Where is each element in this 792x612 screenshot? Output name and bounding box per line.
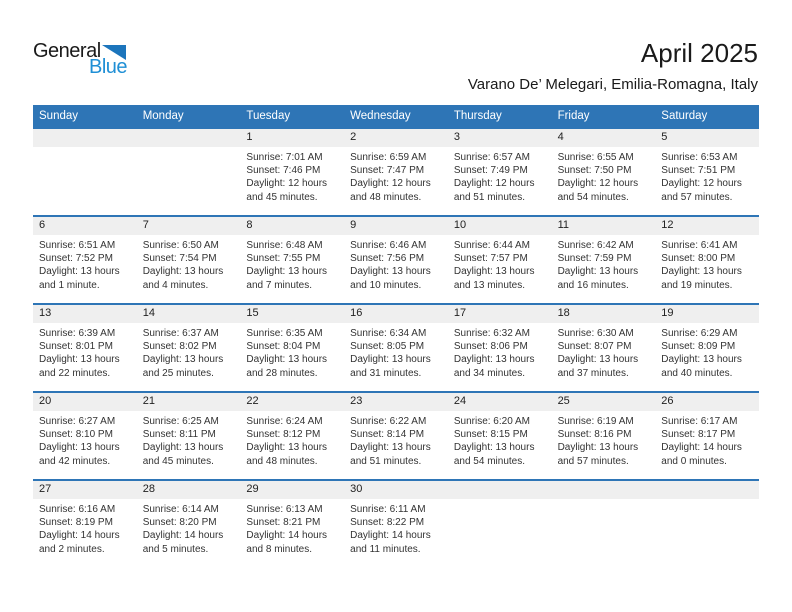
sunset-text: Sunset: 7:59 PM [557,253,632,265]
sunrise-text: Sunrise: 6:16 AM [39,504,116,515]
sunrise-text: Sunrise: 6:25 AM [142,416,219,427]
title-block [468,38,758,93]
sunset-text: Sunset: 7:49 PM [453,165,528,177]
day-details [137,411,241,468]
daylight-text: Daylight: 13 hours and 19 minutes. [661,266,742,291]
day-details [33,323,137,380]
sunset-text: Sunset: 7:50 PM [557,165,632,177]
sunrise-text: Sunrise: 6:41 AM [661,240,738,251]
sunrise-text: Sunrise: 6:11 AM [350,504,426,515]
daylight-text: Daylight: 13 hours and 1 minute. [39,266,120,291]
daylight-text: Daylight: 14 hours and 2 minutes. [39,530,120,555]
calendar-cell-day-24 [448,393,552,479]
day-number: 25 [552,393,656,411]
week-row [33,127,759,215]
day-details [344,323,448,380]
calendar-cell-day-26 [655,393,759,479]
sunrise-text: Sunrise: 6:42 AM [557,240,634,251]
sunset-text: Sunset: 8:01 PM [39,341,113,353]
day-details [33,411,137,468]
daylight-text: Daylight: 13 hours and 42 minutes. [39,442,120,467]
day-number: 27 [33,481,137,499]
day-header-monday: Monday [142,110,184,122]
calendar-cell-day-25 [552,393,656,479]
day-number: 16 [344,305,448,323]
daylight-text: Daylight: 14 hours and 5 minutes. [142,530,224,555]
sunrise-text: Sunrise: 6:20 AM [453,416,530,427]
day-number: 17 [448,305,552,323]
day-details [240,323,344,380]
sunset-text: Sunset: 7:51 PM [661,165,736,177]
daylight-text: Daylight: 13 hours and 57 minutes. [557,442,639,467]
day-number [448,481,552,499]
calendar-cell-day-19 [655,305,759,391]
sunrise-text: Sunrise: 6:44 AM [453,240,530,251]
calendar-cell-day-3 [448,129,552,215]
sunrise-text: Sunrise: 6:29 AM [661,328,738,339]
calendar-cell-day-13 [33,305,137,391]
daylight-text: Daylight: 13 hours and 37 minutes. [557,354,639,379]
daylight-text: Daylight: 13 hours and 51 minutes. [350,442,431,467]
daylight-text: Daylight: 13 hours and 48 minutes. [246,442,328,467]
sunrise-text: Sunrise: 6:24 AM [246,416,323,427]
day-number: 10 [448,217,552,235]
general-blue-logo [33,40,127,79]
daylight-text: Daylight: 13 hours and 54 minutes. [453,442,535,467]
sunrise-text: Sunrise: 6:46 AM [350,240,427,251]
day-header-row [33,105,759,127]
sunrise-text: Sunrise: 6:59 AM [350,152,427,163]
daylight-text: Daylight: 14 hours and 8 minutes. [246,530,328,555]
calendar-cell-day-17 [448,305,552,391]
day-details [137,323,241,380]
page-subtitle-location: Varano De’ Melegari, Emilia-Romagna, Italy [467,76,758,93]
day-details [240,235,344,292]
day-number [655,481,759,499]
sunrise-text: Sunrise: 6:35 AM [246,328,323,339]
sunset-text: Sunset: 8:22 PM [350,517,425,529]
logo-text-blue: Blue [89,56,128,78]
day-details [552,235,656,292]
calendar-cell-day-1 [240,129,344,215]
day-number: 28 [137,481,241,499]
day-details [240,147,344,204]
daylight-text: Daylight: 13 hours and 25 minutes. [142,354,224,379]
sunset-text: Sunset: 8:06 PM [453,341,528,353]
page-title: April 2025 [640,38,758,68]
sunrise-text: Sunrise: 6:27 AM [39,416,116,427]
daylight-text: Daylight: 13 hours and 16 minutes. [557,266,639,291]
day-details [655,235,759,292]
calendar-cell-day-28 [137,481,241,567]
sunrise-text: Sunrise: 6:57 AM [453,152,530,163]
week-row [33,303,759,391]
calendar-cell-day-10 [448,217,552,303]
day-details [655,323,759,380]
sunset-text: Sunset: 8:05 PM [350,341,425,353]
sunrise-text: Sunrise: 6:48 AM [246,240,323,251]
day-number: 3 [448,129,552,147]
calendar-cell-day-18 [552,305,656,391]
day-number: 15 [240,305,344,323]
calendar-cell-day-5 [655,129,759,215]
daylight-text: Daylight: 13 hours and 4 minutes. [142,266,224,291]
day-number: 2 [344,129,448,147]
day-details [448,323,552,380]
calendar-cell-day-30 [344,481,448,567]
calendar-cell-empty [137,129,241,215]
sunset-text: Sunset: 8:17 PM [661,429,736,441]
day-details [33,499,137,556]
day-number: 14 [137,305,241,323]
day-number: 13 [33,305,137,323]
calendar-cell-day-27 [33,481,137,567]
daylight-text: Daylight: 13 hours and 34 minutes. [453,354,535,379]
day-header-friday: Friday [557,110,590,122]
day-header-saturday: Saturday [661,110,708,122]
daylight-text: Daylight: 12 hours and 45 minutes. [246,178,328,203]
calendar-cell-day-29 [240,481,344,567]
daylight-text: Daylight: 13 hours and 22 minutes. [39,354,120,379]
day-number: 5 [655,129,759,147]
sunset-text: Sunset: 8:02 PM [142,341,217,353]
day-number: 23 [344,393,448,411]
day-number: 30 [344,481,448,499]
day-number: 21 [137,393,241,411]
day-details [655,411,759,468]
sunrise-text: Sunrise: 6:53 AM [661,152,738,163]
day-details [137,235,241,292]
day-number: 8 [240,217,344,235]
daylight-text: Daylight: 14 hours and 0 minutes. [661,442,742,467]
daylight-text: Daylight: 13 hours and 10 minutes. [350,266,431,291]
day-details [240,499,344,556]
daylight-text: Daylight: 14 hours and 11 minutes. [350,530,431,555]
day-details [344,147,448,204]
day-details [552,323,656,380]
calendar-weeks [33,127,759,567]
sunrise-text: Sunrise: 6:17 AM [661,416,738,427]
day-number: 1 [240,129,344,147]
daylight-text: Daylight: 13 hours and 13 minutes. [453,266,535,291]
day-number [137,129,241,147]
day-details [552,147,656,204]
sunset-text: Sunset: 7:52 PM [39,253,113,265]
daylight-text: Daylight: 12 hours and 57 minutes. [661,178,742,203]
sunrise-text: Sunrise: 6:30 AM [557,328,634,339]
sunset-text: Sunset: 8:07 PM [557,341,632,353]
calendar-cell-day-22 [240,393,344,479]
sunrise-text: Sunrise: 6:55 AM [557,152,634,163]
day-details [552,411,656,468]
day-number: 24 [448,393,552,411]
daylight-text: Daylight: 13 hours and 31 minutes. [350,354,431,379]
week-row [33,215,759,303]
day-details [655,147,759,204]
calendar-cell-day-23 [344,393,448,479]
day-details [448,411,552,468]
calendar-cell-day-7 [137,217,241,303]
sunset-text: Sunset: 8:04 PM [246,341,321,353]
day-number: 6 [33,217,137,235]
calendar-cell-day-12 [655,217,759,303]
sunrise-text: Sunrise: 7:01 AM [246,152,323,163]
day-number: 18 [552,305,656,323]
calendar-cell-day-9 [344,217,448,303]
sunset-text: Sunset: 8:12 PM [246,429,321,441]
sunset-text: Sunset: 7:56 PM [350,253,425,265]
sunrise-text: Sunrise: 6:14 AM [142,504,219,515]
day-number: 20 [33,393,137,411]
calendar-table [33,105,759,567]
sunset-text: Sunset: 8:14 PM [350,429,425,441]
calendar-cell-day-8 [240,217,344,303]
daylight-text: Daylight: 12 hours and 51 minutes. [453,178,535,203]
day-header-sunday: Sunday [39,110,79,122]
sunrise-text: Sunrise: 6:34 AM [350,328,427,339]
day-number [33,129,137,147]
day-number: 11 [552,217,656,235]
day-details [137,499,241,556]
day-details [448,235,552,292]
week-row [33,479,759,567]
day-details [448,147,552,204]
calendar-cell-day-4 [552,129,656,215]
day-number: 7 [137,217,241,235]
calendar-cell-empty [552,481,656,567]
sunset-text: Sunset: 8:10 PM [39,429,113,441]
sunrise-text: Sunrise: 6:39 AM [39,328,116,339]
sunset-text: Sunset: 8:16 PM [557,429,632,441]
sunset-text: Sunset: 8:15 PM [453,429,528,441]
week-row [33,391,759,479]
day-number: 12 [655,217,759,235]
calendar-cell-day-20 [33,393,137,479]
calendar-cell-day-2 [344,129,448,215]
daylight-text: Daylight: 13 hours and 7 minutes. [246,266,328,291]
sunset-text: Sunset: 8:21 PM [246,517,321,529]
calendar-cell-day-11 [552,217,656,303]
sunset-text: Sunset: 8:09 PM [661,341,736,353]
calendar-cell-day-6 [33,217,137,303]
calendar-cell-empty [448,481,552,567]
sunset-text: Sunset: 7:57 PM [453,253,528,265]
logo-text-general: General [33,40,101,62]
calendar-cell-empty [655,481,759,567]
sunset-text: Sunset: 8:11 PM [142,429,216,441]
daylight-text: Daylight: 13 hours and 45 minutes. [142,442,224,467]
sunrise-text: Sunrise: 6:37 AM [142,328,219,339]
day-number: 22 [240,393,344,411]
daylight-text: Daylight: 13 hours and 40 minutes. [661,354,742,379]
calendar-cell-day-16 [344,305,448,391]
day-details [344,499,448,556]
day-header-thursday: Thursday [453,110,502,122]
sunrise-text: Sunrise: 6:13 AM [246,504,323,515]
sunset-text: Sunset: 8:19 PM [39,517,113,529]
sunrise-text: Sunrise: 6:22 AM [350,416,427,427]
sunrise-text: Sunrise: 6:19 AM [557,416,634,427]
day-details [240,411,344,468]
day-details [344,235,448,292]
sunset-text: Sunset: 7:55 PM [246,253,321,265]
day-number [552,481,656,499]
day-header-wednesday: Wednesday [350,110,411,122]
sunset-text: Sunset: 7:46 PM [246,165,321,177]
sunrise-text: Sunrise: 6:32 AM [453,328,530,339]
day-details [344,411,448,468]
daylight-text: Daylight: 12 hours and 54 minutes. [557,178,639,203]
calendar-cell-empty [33,129,137,215]
day-number: 4 [552,129,656,147]
daylight-text: Daylight: 13 hours and 28 minutes. [246,354,328,379]
calendar-cell-day-15 [240,305,344,391]
day-number: 29 [240,481,344,499]
day-details [33,235,137,292]
daylight-text: Daylight: 12 hours and 48 minutes. [350,178,431,203]
sunset-text: Sunset: 7:47 PM [350,165,425,177]
sunset-text: Sunset: 8:00 PM [661,253,736,265]
day-number: 19 [655,305,759,323]
day-header-tuesday: Tuesday [246,110,291,122]
sunset-text: Sunset: 7:54 PM [142,253,217,265]
sunset-text: Sunset: 8:20 PM [142,517,217,529]
sunrise-text: Sunrise: 6:50 AM [142,240,219,251]
day-number: 26 [655,393,759,411]
calendar-cell-day-21 [137,393,241,479]
calendar-cell-day-14 [137,305,241,391]
sunrise-text: Sunrise: 6:51 AM [39,240,116,251]
day-number: 9 [344,217,448,235]
